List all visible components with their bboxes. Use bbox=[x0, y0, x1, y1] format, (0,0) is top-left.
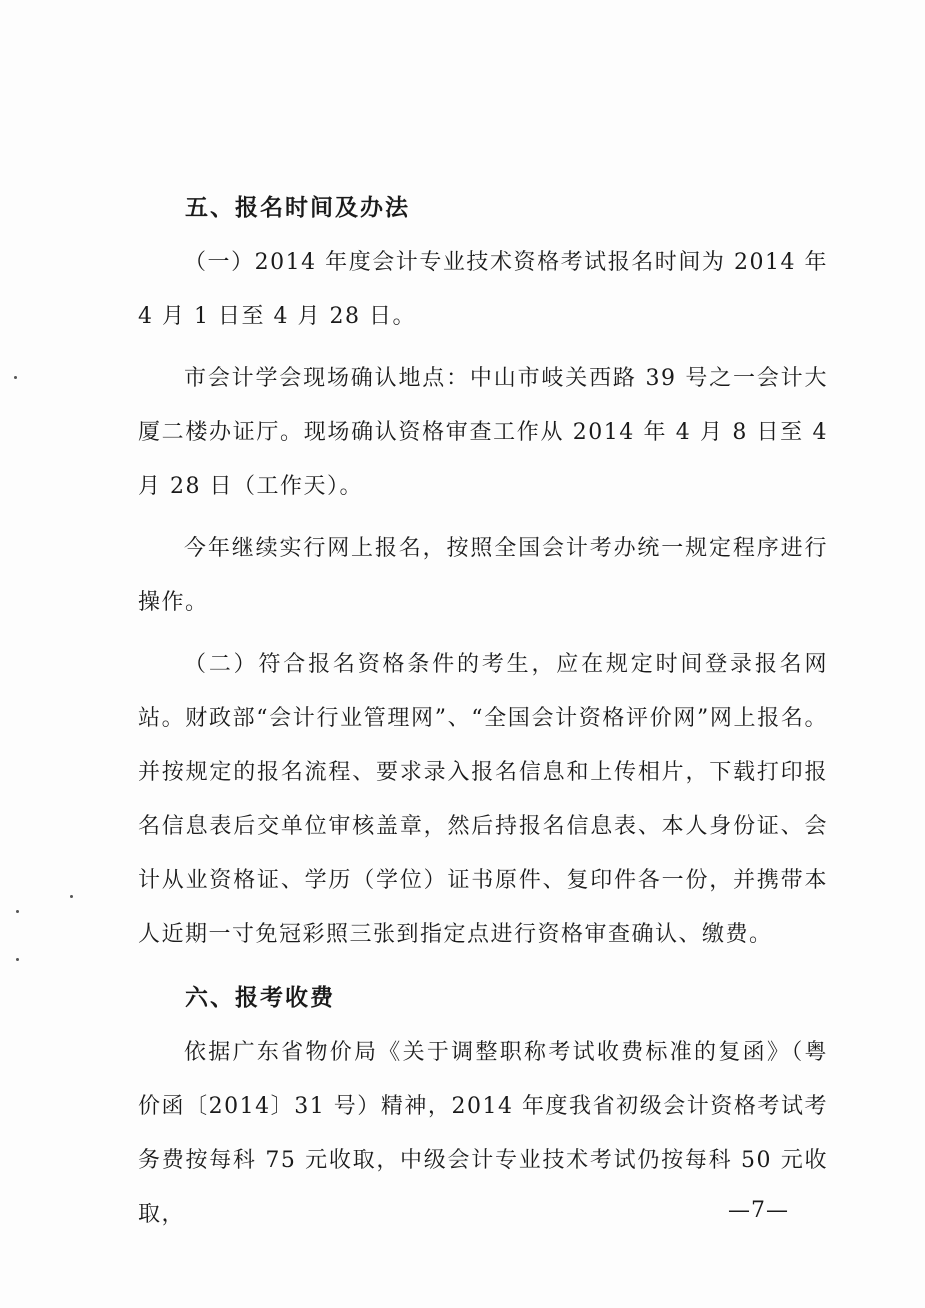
section-heading-registration: 五、报名时间及办法 bbox=[185, 195, 410, 221]
page-number: —7— bbox=[728, 1198, 789, 1223]
scan-speck bbox=[14, 376, 17, 379]
paragraph-fee-standard: 依据广东省物价局《关于调整职称考试收费标准的复函》（粤价函〔2014〕31 号）精神，2014 年度我省初级会计资格考试考务费按每科 75 元收取，中级会计专业技术考试仍按每科 50 元收取， bbox=[138, 1040, 828, 1227]
scan-speck bbox=[16, 910, 19, 913]
document-body bbox=[138, 180, 828, 1250]
section-heading-fees: 六、报考收费 bbox=[185, 985, 335, 1011]
scan-speck bbox=[70, 895, 73, 898]
paragraph-confirmation-location: 市会计学会现场确认地点：中山市岐关西路 39 号之一会计大厦二楼办证厅。现场确认资格审查工作从 2014 年 4 月 8 日至 4 月 28 日（工作天）。 bbox=[138, 366, 828, 499]
scan-speck bbox=[16, 958, 19, 961]
paragraph-registration-procedure: （二）符合报名资格条件的考生，应在规定时间登录报名网站。财政部“会计行业管理网”、“全国会计资格评价网”网上报名。并按规定的报名流程、要求录入报名信息和上传相片，下载打印报名信息表后交单位审核盖章，然后持报名信息表、本人身份证、会计从业资格证、学历（学位）证书原件、复印件各一份，并携带本人近期一寸免冠彩照三张到指定点进行资格审查确认、缴费。 bbox=[138, 652, 828, 947]
paragraph-registration-period: （一）2014 年度会计专业技术资格考试报名时间为 2014 年 4 月 1 日至 4 月 28 日。 bbox=[138, 250, 828, 329]
paragraph-online-registration: 今年继续实行网上报名，按照全国会计考办统一规定程序进行操作。 bbox=[138, 536, 828, 615]
